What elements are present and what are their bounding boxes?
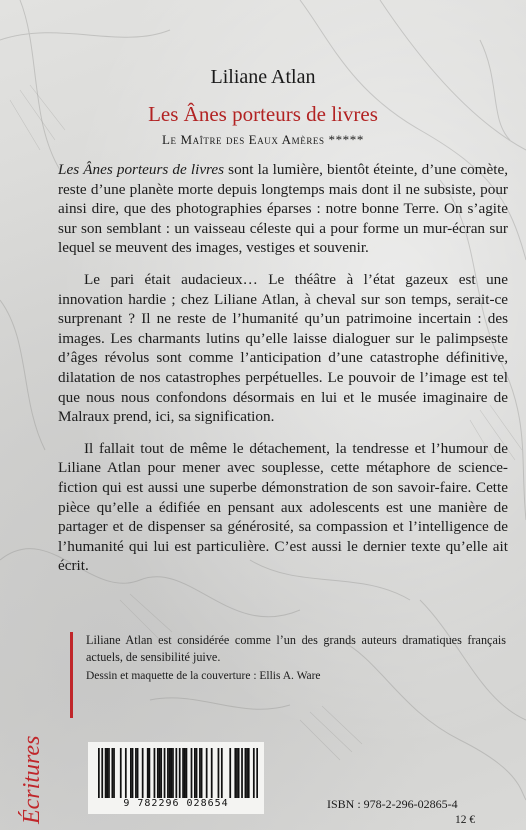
barcode-bar: [253, 748, 255, 798]
author-name: Liliane Atlan: [210, 66, 316, 88]
blurb-paragraph-3: Il fallait tout de même le détachement, la tendresse et l’humour de Liliane Atlan pour mener avec souplesse, cette métaphore de science-fiction qui est aussi une superbe démonstration de son savoir-faire. Cette pièce qu’elle a édifiée en pensant aux adolescents est une manière de partager et de dispenser sa générosité, sa compassion et l’intelligence de l’humanité qui lui est particulière. C’est aussi le dernier texte qu’elle ait écrit.: [58, 439, 508, 575]
barcode-bar: [238, 748, 240, 798]
barcode-bar: [236, 748, 238, 798]
barcode-bar: [256, 748, 258, 798]
barcode-bar: [111, 748, 113, 798]
barcode-bar: [245, 748, 247, 798]
barcode-bar: [211, 748, 213, 798]
barcode-bar: [191, 748, 193, 798]
barcode-bar: [170, 748, 172, 798]
barcode-bar: [154, 748, 156, 798]
barcode-bar: [172, 748, 174, 798]
barcode-bar: [98, 748, 100, 798]
barcode: [88, 742, 264, 814]
blurb-paragraph-1: [58, 160, 508, 258]
series-subtitle: Le Maître des Eaux Amères *****: [162, 132, 364, 147]
barcode-bar: [206, 748, 208, 798]
barcode-bar: [196, 748, 198, 798]
barcode-bar: [169, 748, 171, 798]
book-title: Les Ânes porteurs de livres: [148, 102, 378, 126]
blurb-text: [58, 160, 508, 588]
barcode-bar: [106, 748, 108, 798]
barcode-bar: [132, 748, 134, 798]
barcode-bar: [248, 748, 250, 798]
blurb-paragraph-1-text: sont la lumière, bientôt éteinte, d’une comète, reste d’une planète morte depuis longtemps mais dont il ne subsiste, pour ainsi dire, que des photographies éparses : notre bonne Terre. On s’agite sur son semblant : un vaisseau céleste qui a pour forme un mur-écran sur lequel se meuvent des images, vestiges et souvenir.: [58, 161, 508, 257]
barcode-bar: [159, 748, 161, 798]
barcode-bar: [120, 748, 122, 798]
cover-credit: Dessin et maquette de la couverture : Ellis A. Ware: [86, 670, 321, 682]
barcode-bars: [98, 748, 258, 798]
barcode-bar: [186, 748, 188, 798]
barcode-bar: [241, 748, 243, 798]
barcode-bar: [175, 748, 177, 798]
barcode-bar: [160, 748, 162, 798]
barcode-bar: [108, 748, 110, 798]
barcode-bar: [130, 748, 132, 798]
barcode-bar: [167, 748, 169, 798]
barcode-bar: [246, 748, 248, 798]
price: 12 €: [455, 814, 476, 826]
barcode-bar: [157, 748, 159, 798]
barcode-bar: [221, 748, 223, 798]
barcode-bar: [164, 748, 166, 798]
barcode-bar: [149, 748, 151, 798]
red-accent-bar: [70, 632, 73, 718]
barcode-bar: [147, 748, 149, 798]
barcode-bar: [194, 748, 196, 798]
barcode-bar: [229, 748, 231, 798]
barcode-digits: 9 782296 028654: [123, 798, 229, 809]
barcode-bar: [218, 748, 220, 798]
barcode-bar: [142, 748, 144, 798]
isbn-number: ISBN : 978-2-296-02865-4: [327, 797, 458, 811]
blurb-paragraph-2: Le pari était audacieux… Le théâtre à l’état gazeux est une innovation hardie ; chez Liliane Atlan, à cheval sur son temps, serait-ce surprenant ? Il ne reste de l’humanité qu’un patrimoine incertain : des images. Les charmants lutins qu’elle laisse dialoguer sur le palimpseste d’âges révolus sont comme l’anticipation d’une catastrophe définitive, dilatation de nos catastrophes perpétuelles. Le pouvoir de l’image est tel que nous nous confondons désormais en lui et le musée imaginaire de Malraux prend, ici, sa signification.: [58, 270, 508, 426]
author-note: Liliane Atlan est considérée comme l’un des grands auteurs dramatiques français actuels, de sensibilité juive.: [86, 633, 506, 664]
barcode-bar: [105, 748, 107, 798]
barcode-bar: [137, 748, 139, 798]
barcode-bar: [199, 748, 201, 798]
barcode-bar: [125, 748, 127, 798]
barcode-bar: [113, 748, 115, 798]
barcode-bar: [182, 748, 184, 798]
barcode-bar: [135, 748, 137, 798]
barcode-bar: [234, 748, 236, 798]
publisher-logo: [12, 690, 48, 828]
barcode-bar: [184, 748, 186, 798]
barcode-bar: [201, 748, 203, 798]
blurb-title-italic: Les Ânes porteurs de livres: [58, 161, 225, 178]
publisher-logo-text: Écritures: [19, 735, 45, 824]
barcode-bar: [101, 748, 103, 798]
barcode-bar: [179, 748, 181, 798]
